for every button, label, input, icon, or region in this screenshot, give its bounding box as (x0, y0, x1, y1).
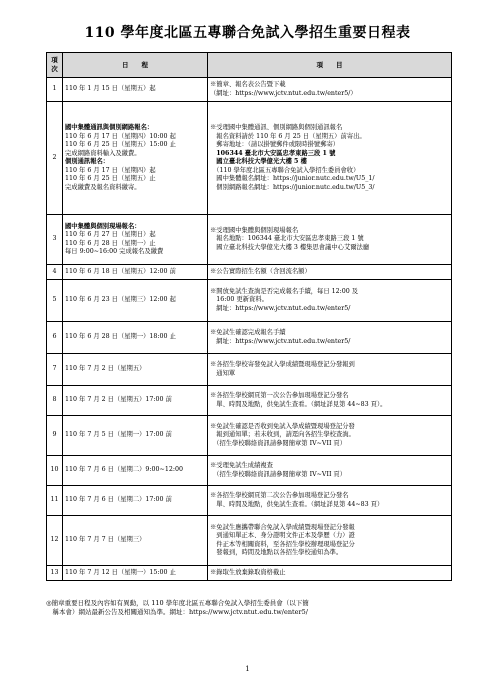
row-no: 5 (47, 280, 63, 322)
row-date (63, 102, 208, 215)
row-item: ※免試生確認是否收到免試入學成績暨現場登記分發 報到通知單；若未收到，請逕向各招生學校查詢。 （招生學校聯絡資訊請參閱簡章第 IV~VII 頁） (208, 416, 452, 456)
row-item-address: 106344 臺北市大安區忠孝東路三段 1 號 國立臺北科技大學億光大樓 5 樓 (216, 149, 336, 165)
table-row (47, 322, 452, 354)
row-item (208, 102, 452, 215)
row-no: 6 (47, 322, 63, 354)
row-date: 110 年 7 月 2 日（星期五） (63, 354, 208, 386)
row-no: 7 (47, 354, 63, 386)
schedule-table (46, 52, 452, 581)
row-date: 110 年 7 月 7 日（星期三） (63, 516, 208, 566)
row-no: 8 (47, 386, 63, 416)
header-no: 項 次 (47, 53, 63, 78)
table-row (47, 386, 452, 416)
table-row (47, 265, 452, 280)
page-number: 1 (245, 665, 250, 673)
row-date-heading: 個別通訊報名： (65, 158, 110, 165)
table-row (47, 486, 452, 516)
row-item: ※開放免試生查詢是否完成報名手續，每日 12:00 及 16:00 更新資料。 網址：https://www.jctv.ntut.edu.tw/enter5/ (208, 280, 452, 322)
table-row (47, 102, 452, 215)
table-row (47, 516, 452, 566)
row-date-heading: 國中集體通訊與個別網路報名： (65, 124, 154, 131)
row-item-text: ※受理國中集體通訊、個別網路與個別通訊報名 報名資料請於 110 年 6 月 25 日（星期五）前寄出。 郵寄地址：（請以掛號郵件或限時掛號郵寄） (210, 124, 366, 148)
row-date: 110 年 6 月 28 日（星期一）18:00 止 (63, 322, 208, 354)
row-date-heading: 國中集體與個別現場報名： (65, 222, 141, 230)
row-item: ※各招生學校寄發免試入學成績暨現場登記分發報到 通知單 (208, 354, 452, 386)
row-date: 110 年 1 月 15 日（星期五）起 (63, 78, 208, 102)
row-item: ※錄取生放棄錄取資格截止 (208, 566, 452, 581)
table-row (47, 354, 452, 386)
row-item: ※免試生應攜帶聯合免試入學成績暨現場登記分發報 到通知單正本、身分證明文件正本及學歷（力）證 件正本等相關資料，至各招生學校辦理現場登記分 發報到，時間及地點以各招生學校通知為準。 (208, 516, 452, 566)
row-date: 110 年 7 月 12 日（星期一）15:00 止 (63, 566, 208, 581)
row-no: 3 (47, 215, 63, 265)
table-row (47, 280, 452, 322)
row-item-text: （110 學年度北區五專聯合免試入學招生委員會收） 國中集體報名網址：https://junior.nutc.edu.tw/U5_1/ 個別網路報名網址：https://junior.nutc.edu.tw/U5_3/ (216, 166, 375, 191)
row-no: 2 (47, 102, 63, 215)
header-item: 項 目 (208, 53, 452, 78)
row-no: 13 (47, 566, 63, 581)
header-date: 日 程 (63, 53, 208, 78)
row-date-text: 110 年 6 月 27 日（星期日）起 110 年 6 月 28 日（星期一）止 每日 9:00~16:00 完成報名及繳費 (65, 231, 164, 255)
row-no: 1 (47, 78, 63, 102)
row-no: 12 (47, 516, 63, 566)
row-date: 110 年 7 月 6 日（星期二）17:00 前 (63, 486, 208, 516)
row-date: 110 年 6 月 18 日（星期五）12:00 前 (63, 265, 208, 280)
row-no: 9 (47, 416, 63, 456)
row-item: ※簡章、報名表公告暨下載 （網址：https://www.jctv.ntut.edu.tw/enter5/） (208, 78, 452, 102)
row-item: ※免試生確認完成報名手續 網址：https://www.jctv.ntut.edu.tw/enter5/ (208, 322, 452, 354)
table-row (47, 566, 452, 581)
footnote: ◎簡章重要日程及內容如有異動，以 110 學年度北區五專聯合免試入學招生委員會（以下簡 稱本會）網站最新公告及相關通知為準。網址：https://www.jctv.ntut.edu.tw/enter5/ (46, 599, 309, 617)
table-row (47, 215, 452, 265)
row-date: 110 年 6 月 23 日（星期三）12:00 起 (63, 280, 208, 322)
row-no: 10 (47, 456, 63, 486)
row-date-text: 110 年 6 月 17 日（星期四）10:00 起 110 年 6 月 25 日（星期五）15:00 止 完成網路資料輸入及繳費。 (65, 132, 176, 157)
row-date (63, 215, 208, 265)
row-item: ※各招生學校網頁第一次公告參加現場登記分發名 單、時間及地點，供免試生查看。（網址詳見第 44~83 頁）。 (208, 386, 452, 416)
row-item: ※各招生學校網頁第二次公告參加現場登記分發名 單、時間及地點，供免試生查看。（網址詳見第 44~83 頁） (208, 486, 452, 516)
row-item: ※公告實際招生名額（含回流名額） (208, 265, 452, 280)
table-row (47, 78, 452, 102)
row-item: ※受理免試生成績複查 （招生學校聯絡資訊請參閱簡章第 IV~VII 頁） (208, 456, 452, 486)
row-no: 4 (47, 265, 63, 280)
page-title: 110 學年度北區五專聯合免試入學招生重要日程表 (84, 25, 411, 41)
table-header-row (47, 53, 452, 78)
table-row (47, 416, 452, 456)
row-item: ※受理國中集體與個別現場報名 報名地點：106344 臺北市大安區忠孝東路三段 1 號 國立臺北科技大學億光大樓 3 樓集思會議中心艾爾法廳 (208, 215, 452, 265)
row-no: 11 (47, 486, 63, 516)
row-date-text: 110 年 6 月 17 日（星期四）起 110 年 6 月 25 日（星期五）止 完成繳費及報名資料繳寄。 (65, 166, 156, 191)
row-date: 110 年 7 月 5 日（星期一）17:00 前 (63, 416, 208, 456)
table-row (47, 456, 452, 486)
row-date: 110 年 7 月 2 日（星期五）17:00 前 (63, 386, 208, 416)
row-date: 110 年 7 月 6 日（星期二）9:00~12:00 (63, 456, 208, 486)
